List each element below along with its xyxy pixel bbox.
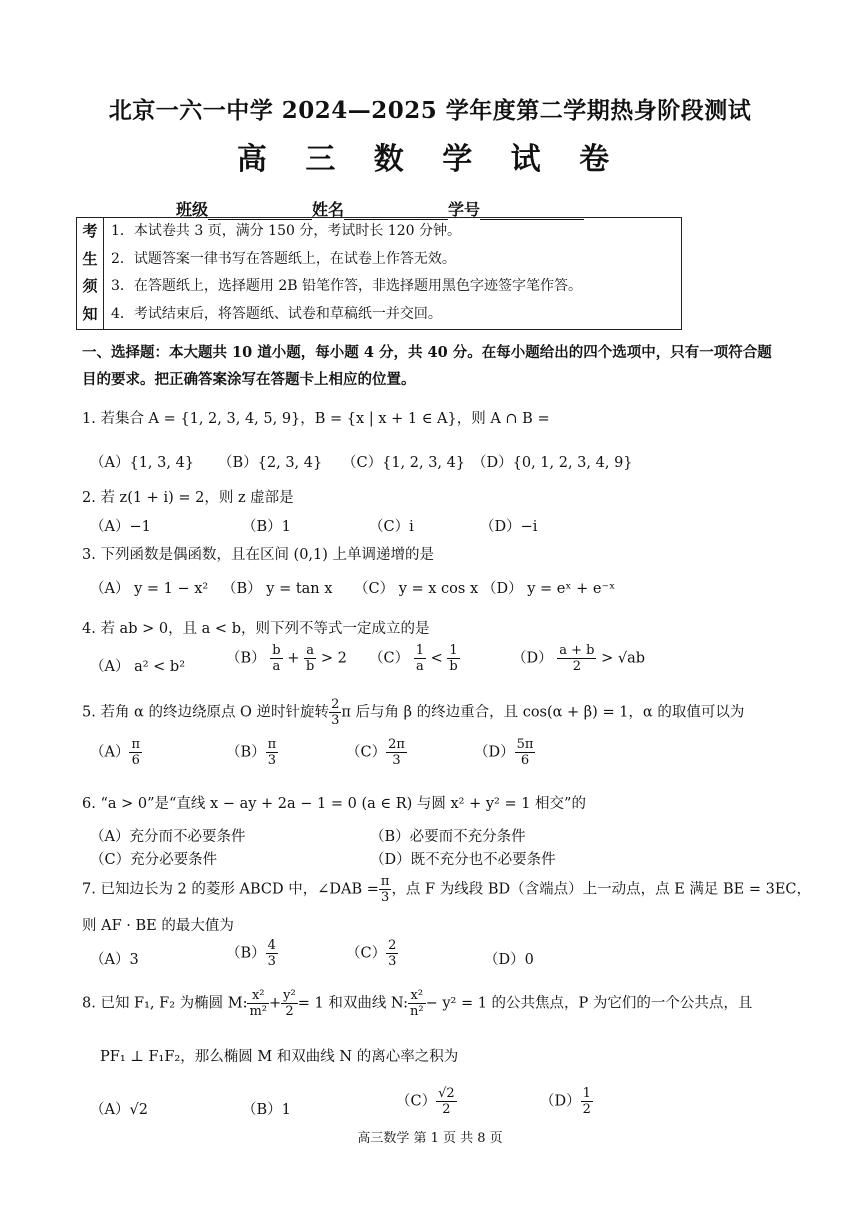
stem-text: 5. 若角 α 的终边绕原点 O 逆时针旋转	[82, 704, 330, 721]
numerator: 2	[388, 938, 397, 953]
denominator: 2	[285, 1004, 294, 1019]
fraction	[447, 643, 459, 674]
question-2-option-d: （D）−i	[480, 519, 538, 535]
question-5-stem	[82, 697, 744, 728]
question-3-option-d: （D） y = eˣ + e⁻ˣ	[482, 581, 616, 597]
operator: +	[269, 995, 282, 1012]
notice-side-char: 知	[82, 304, 98, 323]
fraction	[281, 988, 298, 1019]
question-2-stem: 2. 若 z(1 + i) = 2，则 z 虚部是	[82, 490, 294, 506]
question-5-option-c	[346, 737, 407, 768]
numerator: 5π	[516, 737, 534, 752]
numerator: x²	[408, 988, 426, 1004]
option-label: （B）	[226, 945, 266, 962]
numerator: 1	[447, 643, 459, 659]
denominator: b	[305, 659, 315, 674]
stem-text: π 后与角 β 的终边重合，且 cos(α + β) = 1，α 的取值可以为	[341, 704, 745, 721]
question-7-option-a: （A）3	[90, 952, 139, 968]
option-label: （B）	[226, 744, 266, 761]
fraction	[515, 737, 536, 768]
question-4-option-c	[369, 643, 460, 674]
question-7-option-c	[346, 938, 398, 969]
notice-items	[111, 218, 582, 328]
notice-side-char: 生	[82, 249, 98, 268]
question-7-option-d: （D）0	[484, 952, 534, 968]
denominator: 2	[442, 1102, 451, 1117]
numerator: a	[304, 643, 316, 659]
question-7-stem-line2: 则 AF · BE 的最大值为	[82, 918, 234, 934]
question-1-option-c: （C）{1, 2, 3, 4}	[342, 455, 466, 471]
option-label: （D）	[474, 744, 515, 761]
operator: +	[287, 650, 300, 667]
question-4-stem: 4. 若 ab > 0，且 a < b，则下列不等式一定成立的是	[82, 621, 430, 637]
question-6-option-d: （D）既不充分也不必要条件	[370, 852, 556, 868]
question-5-option-b	[226, 737, 278, 768]
option-label: （A）	[90, 744, 130, 761]
exam-notice-box	[76, 217, 682, 330]
denominator: 6	[131, 753, 140, 768]
fraction	[266, 938, 278, 969]
option-label: （C）	[369, 650, 410, 667]
denominator: a	[415, 659, 424, 674]
page-footer: 高三数学 第 1 页 共 8 页	[357, 1131, 503, 1146]
numerator: 2	[331, 697, 340, 712]
class-label: 班级	[176, 200, 209, 219]
option-label: （D）	[540, 1093, 581, 1110]
question-1-option-b: （B）{2, 3, 4}	[218, 455, 323, 471]
id-label: 学号	[448, 200, 481, 219]
question-7-option-b	[226, 938, 278, 969]
question-7-stem	[82, 874, 811, 905]
numerator: 1	[582, 1086, 591, 1101]
operator: <	[430, 650, 443, 667]
question-3-stem: 3. 下列函数是偶函数，且在区间 (0,1) 上单调递增的是	[82, 547, 435, 563]
question-1-option-d: （D）{0, 1, 2, 3, 4, 9}	[472, 455, 633, 471]
stem-text: ，点 F 为线段 BD（含端点）上一动点，点 E 满足 BE = 3EC，	[391, 881, 812, 898]
question-8-option-b: （B）1	[242, 1102, 291, 1118]
numerator: y²	[283, 988, 296, 1003]
notice-side-char: 考	[82, 222, 98, 240]
fraction	[304, 643, 316, 674]
fraction	[129, 737, 142, 768]
question-1-stem: 1. 若集合 A = {1, 2, 3, 4, 5, 9}，B = {x | x + 1 ∈ A}，则 A ∩ B =	[82, 411, 550, 427]
fraction	[379, 874, 392, 905]
denominator: 3	[331, 713, 340, 728]
option-label: （C）	[346, 945, 387, 962]
option-label: （C）	[346, 744, 387, 761]
notice-item: 2．试题答案一律书写在答题纸上，在试卷上作答无效。	[111, 250, 456, 267]
question-3-option-a: （A） y = 1 − x²	[90, 581, 209, 597]
fraction	[266, 737, 279, 768]
question-2-option-a: （A）−1	[90, 519, 151, 535]
fraction	[329, 697, 341, 728]
question-6-option-b: （B）必要而不充分条件	[370, 829, 526, 845]
name-label: 姓名	[312, 200, 345, 219]
denominator: 3	[392, 753, 401, 768]
section-heading: 一、选择题：本大题共 10 道小题，每小题 4 分，共 40 分。在每小题给出的四个选项中，只有一项符合题目的要求。把正确答案涂写在答题卡上相应的位置。	[82, 344, 772, 388]
numerator: a + b	[559, 643, 595, 658]
question-4-option-b	[226, 643, 347, 674]
fraction	[436, 1086, 457, 1117]
question-3-option-c: （C） y = x cos x	[354, 581, 479, 597]
question-2-option-c: （C）i	[369, 519, 414, 535]
question-8-option-a: （A）√2	[90, 1102, 148, 1118]
operator: > √ab	[601, 650, 646, 667]
stem-text: = 1 和双曲线 N:	[297, 995, 408, 1012]
numerator: x²	[247, 988, 269, 1004]
denominator: 3	[267, 954, 276, 969]
denominator: 3	[388, 954, 397, 969]
notice-side-char: 须	[82, 277, 98, 295]
fraction	[414, 643, 426, 674]
denominator: 3	[381, 890, 390, 905]
denominator: m²	[249, 1004, 268, 1019]
numerator: 1	[415, 643, 424, 658]
stem-text: − y² = 1 的公共焦点，P 为它们的一个公共点，且	[425, 995, 753, 1012]
numerator: π	[267, 737, 277, 752]
question-8-stem	[82, 988, 752, 1019]
question-4-option-d	[512, 643, 645, 674]
question-6-stem: 6. “a > 0”是“直线 x − ay + 2a − 1 = 0 (a ∈ R) 与圆 x² + y² = 1 相交”的	[82, 796, 586, 812]
denominator: n²	[410, 1004, 424, 1019]
stem-text: 8. 已知 F₁, F₂ 为椭圆 M:	[82, 995, 248, 1012]
denominator: 2	[572, 659, 581, 674]
fraction	[408, 988, 426, 1019]
notice-item: 1．本试卷共 3 页，满分 150 分，考试时长 120 分钟。	[111, 223, 461, 239]
denominator: 6	[520, 753, 530, 768]
question-6-option-c: （C）充分必要条件	[90, 852, 218, 868]
school-title: 北京一六一中学 2024—2025 学年度第二学期热身阶段测试	[108, 97, 752, 124]
question-6-option-a: （A）充分而不必要条件	[90, 829, 246, 845]
question-2-option-b: （B）1	[242, 519, 291, 535]
numerator: π	[131, 737, 141, 752]
option-label: （D）	[512, 650, 553, 667]
numerator: 2π	[388, 737, 405, 752]
fraction	[247, 988, 269, 1019]
denominator: a	[272, 659, 281, 674]
question-8-stem-line2: PF₁ ⊥ F₁F₂，那么椭圆 M 和双曲线 N 的离心率之积为	[100, 1049, 459, 1065]
question-4-option-a: （A） a² < b²	[90, 659, 186, 675]
fraction	[557, 643, 596, 674]
question-8-option-d	[540, 1086, 593, 1117]
numerator: √2	[438, 1086, 455, 1101]
numerator: π	[380, 874, 390, 889]
notice-item: 4．考试结束后，将答题纸、试卷和草稿纸一并交回。	[111, 305, 442, 322]
fraction	[386, 737, 407, 768]
fraction	[386, 938, 398, 969]
numerator: b	[272, 643, 281, 658]
notice-item: 3．在答题纸上，选择题用 2B 铅笔作答，非选择题用黑色字迹签字笔作答。	[111, 278, 583, 294]
question-3-option-b: （B） y = tan x	[222, 581, 333, 597]
stem-text: 7. 已知边长为 2 的菱形 ABCD 中，∠DAB =	[82, 881, 379, 898]
denominator: 2	[582, 1102, 591, 1117]
denominator: 3	[267, 753, 277, 768]
question-1-option-a: （A）{1, 3, 4}	[90, 455, 195, 471]
question-8-option-c	[396, 1086, 457, 1117]
notice-side-heading	[77, 218, 104, 329]
operator: > 2	[320, 650, 347, 667]
question-5-option-a	[90, 737, 142, 768]
question-5-option-d	[474, 737, 535, 768]
fraction	[270, 643, 282, 674]
option-label: （B）	[226, 650, 266, 667]
exam-title: 高 三 数 学 试 卷	[236, 142, 624, 177]
denominator: b	[449, 659, 458, 674]
option-label: （C）	[396, 1093, 437, 1110]
fraction	[581, 1086, 593, 1117]
numerator: 4	[267, 938, 276, 953]
